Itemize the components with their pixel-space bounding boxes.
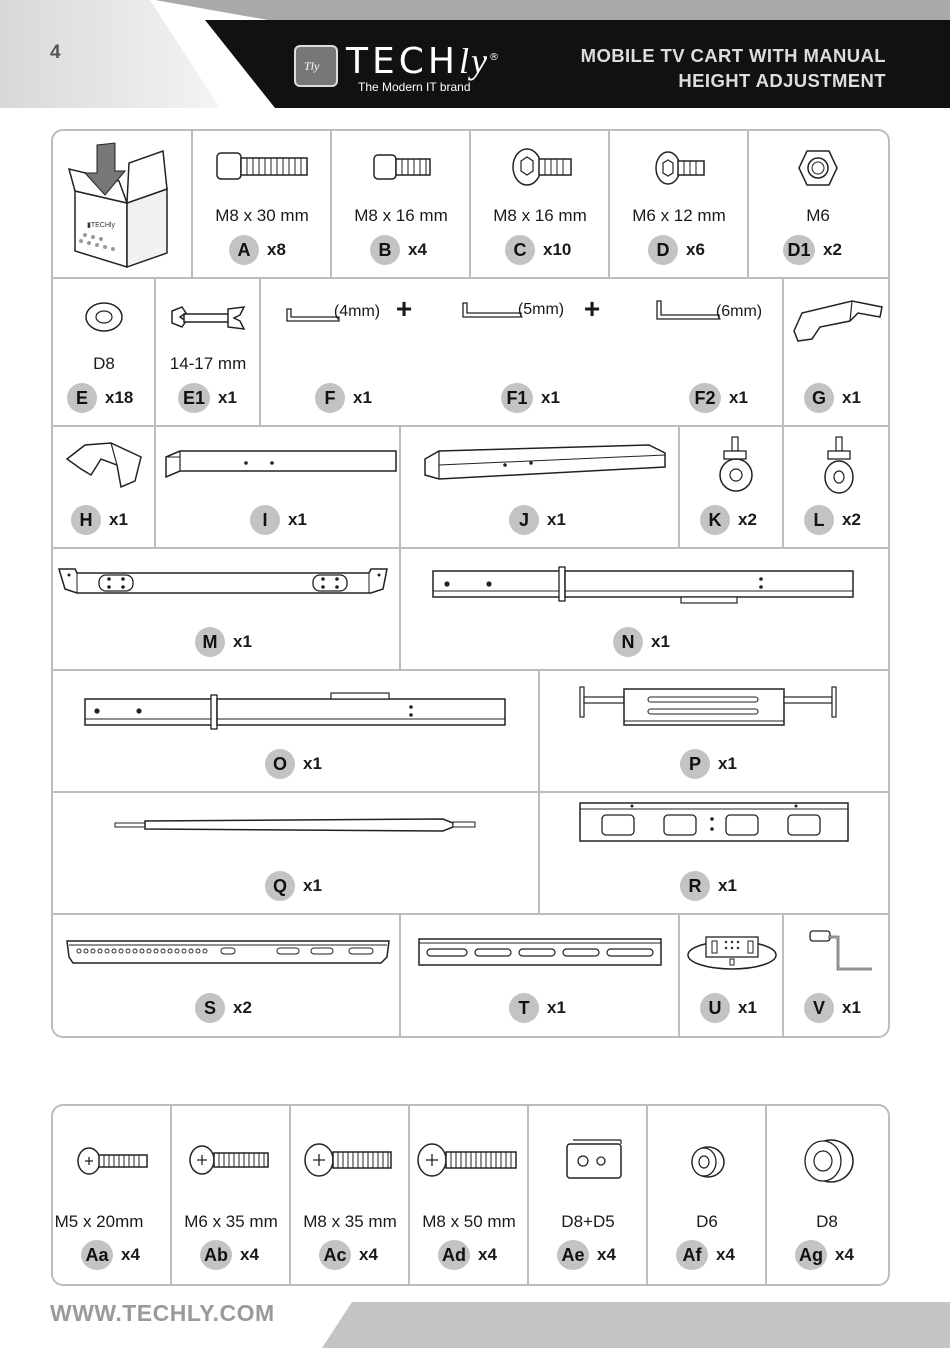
telescopic-bar-icon: [431, 565, 857, 611]
part-cell-R: [540, 793, 888, 913]
part-quantity: x1: [718, 754, 737, 773]
spacer-plate-icon: [563, 1136, 625, 1182]
part-label-Ab: [200, 1240, 259, 1270]
part-code-badge: F1: [501, 383, 533, 413]
part-quantity: x4: [408, 240, 427, 259]
part-quantity: x2: [842, 510, 861, 529]
part-spec: M5 x 20mm: [54, 1212, 144, 1231]
hex-key-icon: [651, 297, 721, 327]
part-cell-Ag: [767, 1106, 888, 1284]
part-cell-H: [53, 427, 156, 547]
part-label-Ad: [438, 1240, 497, 1270]
mounting-plate-icon: [578, 799, 852, 849]
part-code-badge: I: [250, 505, 280, 535]
base-bar-icon: [57, 563, 391, 603]
part-spec: D8+D5: [561, 1212, 615, 1231]
part-quantity: x18: [105, 388, 134, 407]
part-spec: M8 x 50 mm: [422, 1212, 516, 1231]
techly-logo: [294, 38, 564, 100]
part-spec: D8: [816, 1212, 838, 1231]
part-code-badge: Ad: [438, 1240, 470, 1270]
spacer-ring-icon: [686, 1144, 728, 1180]
parts-row-1: [53, 131, 888, 279]
part-cell-D1: [749, 131, 888, 277]
threaded-rod-icon: [113, 813, 479, 837]
part-cell-P: [540, 671, 888, 791]
part-code-badge: Ac: [319, 1240, 351, 1270]
part-cell-Aa: [53, 1106, 172, 1284]
part-label-Af: [676, 1240, 735, 1270]
document-title-line-2: HEIGHT ADJUSTMENT: [678, 70, 886, 91]
part-cell-I: [156, 427, 401, 547]
button-head-screw-icon: [511, 145, 575, 189]
part-label-O: [265, 749, 322, 779]
part-quantity: x4: [359, 1245, 378, 1264]
part-code-badge: K: [700, 505, 730, 535]
part-code-badge: Aa: [81, 1240, 113, 1270]
hex-key-icon: [281, 301, 341, 327]
part-quantity: x4: [716, 1245, 735, 1264]
part-quantity: x4: [121, 1245, 140, 1264]
part-quantity: x1: [541, 388, 560, 407]
square-tube-icon: [160, 445, 398, 485]
part-cell-B: [332, 131, 471, 277]
part-cell-S: [53, 915, 401, 1036]
part-cell-O: [53, 671, 540, 791]
part-cell-D: [610, 131, 749, 277]
part-code-badge: B: [370, 235, 400, 265]
part-label-L: [804, 505, 861, 535]
part-cell-V: [784, 915, 888, 1036]
plus-sign: +: [583, 293, 601, 324]
part-cell-U: [680, 915, 784, 1036]
parts-row-2: [53, 279, 888, 427]
button-head-screw-icon: [654, 149, 708, 187]
part-label-Ae: [557, 1240, 616, 1270]
part-spec: M8 x 16 mm: [354, 206, 448, 225]
part-code-badge: Af: [676, 1240, 708, 1270]
plus-sign: +: [395, 293, 413, 324]
part-cell-F-group: [261, 279, 784, 425]
part-code-badge: G: [804, 383, 834, 413]
part-code-badge: S: [195, 993, 225, 1023]
telescopic-bar-icon: [83, 689, 509, 733]
part-cell-M: [53, 549, 401, 669]
part-code-badge: F: [315, 383, 345, 413]
logo-wordmark: TECHly®: [346, 41, 503, 82]
part-label-P: [680, 749, 737, 779]
part-quantity: x1: [303, 754, 322, 773]
part-cell-A: [193, 131, 332, 277]
hex-nut-icon: [797, 147, 839, 189]
logo-tagline: The Modern IT brand: [358, 80, 471, 94]
part-code-badge: F2: [689, 383, 721, 413]
crank-housing-icon: [684, 929, 780, 979]
part-cell-J: [401, 427, 680, 547]
part-code-badge: P: [680, 749, 710, 779]
cable-cover-cap-icon: [790, 295, 884, 343]
part-quantity: x1: [233, 632, 252, 651]
part-code-badge: D1: [783, 235, 815, 265]
part-quantity: x4: [597, 1245, 616, 1264]
part-cell-E: [53, 279, 156, 425]
part-spec: 14-17 mm: [169, 354, 247, 373]
part-cell-L: [784, 427, 888, 547]
part-code-badge: A: [229, 235, 259, 265]
parts-row-6: [53, 793, 888, 915]
parts-row-4: [53, 549, 888, 671]
part-label-T: [509, 993, 566, 1023]
bolt-icon: [213, 149, 313, 185]
hand-crank-icon: [806, 925, 876, 979]
part-code-badge: Ab: [200, 1240, 232, 1270]
cable-cover-cap-icon: [63, 437, 145, 491]
part-label-B: [370, 235, 427, 265]
vesa-arm-icon: [65, 935, 391, 969]
part-code-badge: E: [67, 383, 97, 413]
part-spec: D6: [696, 1212, 718, 1231]
part-code-badge: D: [648, 235, 678, 265]
part-code-badge: N: [613, 627, 643, 657]
part-cell-K: [680, 427, 784, 547]
footer-website-url[interactable]: WWW.TECHLY.COM: [50, 1300, 275, 1326]
part-label-G: [804, 383, 861, 413]
part-label-M: [195, 627, 252, 657]
pan-head-screw-icon: [75, 1144, 151, 1178]
part-cell-E1: [156, 279, 261, 425]
part-spec: M6 x 12 mm: [632, 206, 726, 225]
svg-text:▮TECHly: ▮TECHly: [87, 222, 115, 229]
pan-head-screw-icon: [303, 1140, 395, 1180]
parts-row-3: [53, 427, 888, 549]
part-label-Ac: [319, 1240, 378, 1270]
part-label-D1: [783, 235, 842, 265]
part-cell-Ac: [291, 1106, 410, 1284]
part-quantity: x4: [478, 1245, 497, 1264]
part-quantity: x1: [651, 632, 670, 651]
part-code-badge: T: [509, 993, 539, 1023]
part-quantity: x2: [738, 510, 757, 529]
part-code-badge: M: [195, 627, 225, 657]
part-cell-Q: [53, 793, 540, 913]
part-quantity: x2: [233, 998, 252, 1017]
part-quantity: x8: [267, 240, 286, 259]
box-cell: [53, 131, 193, 277]
part-label-U: [700, 993, 757, 1023]
part-label-E1: [178, 383, 237, 413]
part-code-badge: O: [265, 749, 295, 779]
part-code-badge: H: [71, 505, 101, 535]
part-label-F2: [689, 383, 748, 413]
part-label-D: [648, 235, 705, 265]
part-label-E: [67, 383, 133, 413]
part-quantity: x1: [303, 876, 322, 895]
part-quantity: x1: [842, 388, 861, 407]
part-code-badge: U: [700, 993, 730, 1023]
part-code-badge: E1: [178, 383, 210, 413]
part-code-badge: Q: [265, 871, 295, 901]
square-tube-icon: [419, 441, 673, 485]
part-cell-Ad: [410, 1106, 529, 1284]
hardware-row: [53, 1106, 888, 1284]
part-code-badge: J: [509, 505, 539, 535]
part-quantity: x2: [823, 240, 842, 259]
part-label-C: [505, 235, 571, 265]
spacer-ring-icon: [799, 1136, 857, 1186]
wrench-icon: [168, 303, 248, 333]
part-spec: M8 x 35 mm: [303, 1212, 397, 1231]
part-code-badge: R: [680, 871, 710, 901]
part-label-S: [195, 993, 252, 1023]
part-quantity: x1: [218, 388, 237, 407]
part-cell-Af: [648, 1106, 767, 1284]
part-cell-C: [471, 131, 610, 277]
bolt-icon: [370, 151, 436, 185]
hex-key-icon: [457, 297, 523, 323]
pan-head-screw-icon: [188, 1142, 272, 1178]
part-cell-Ae: [529, 1106, 648, 1284]
part-quantity: x4: [835, 1245, 854, 1264]
part-quantity: x1: [547, 510, 566, 529]
part-label-K: [700, 505, 757, 535]
hardware-grid: [51, 1104, 890, 1286]
part-code-badge: C: [505, 235, 535, 265]
part-quantity: x1: [547, 998, 566, 1017]
part-cell-N: [401, 549, 888, 669]
part-cell-T: [401, 915, 680, 1036]
part-label-N: [613, 627, 670, 657]
part-label-Aa: [81, 1240, 140, 1270]
part-spec: D8: [93, 354, 115, 373]
part-code-badge: Ag: [795, 1240, 827, 1270]
part-label-F: [315, 383, 372, 413]
part-quantity: x1: [842, 998, 861, 1017]
part-quantity: x1: [738, 998, 757, 1017]
hex-key-size: (6mm): [715, 303, 763, 320]
hex-key-size: (5mm): [517, 301, 565, 318]
part-quantity: x6: [686, 240, 705, 259]
part-quantity: x1: [109, 510, 128, 529]
part-label-R: [680, 871, 737, 901]
part-cell-G: [784, 279, 888, 425]
part-spec: M8 x 30 mm: [215, 206, 309, 225]
tv-bracket-frame-icon: [578, 681, 842, 735]
part-spec: M8 x 16 mm: [493, 206, 587, 225]
part-label-J: [509, 505, 566, 535]
part-label-H: [71, 505, 128, 535]
part-label-I: [250, 505, 307, 535]
logo-mark-icon: Tly: [294, 45, 338, 87]
part-code-badge: Ae: [557, 1240, 589, 1270]
caster-wheel-icon: [818, 435, 860, 497]
parts-row-7: [53, 915, 888, 1036]
part-quantity: x1: [718, 876, 737, 895]
part-label-A: [229, 235, 286, 265]
part-quantity: x4: [240, 1245, 259, 1264]
part-spec: M6 x 35 mm: [184, 1212, 278, 1231]
part-code-badge: L: [804, 505, 834, 535]
page-number: 4: [50, 42, 61, 63]
part-quantity: x10: [543, 240, 572, 259]
caster-wheel-icon: [712, 435, 758, 495]
washer-icon: [83, 299, 125, 335]
part-label-F1: [501, 383, 560, 413]
document-title-line-1: MOBILE TV CART WITH MANUAL: [580, 45, 886, 66]
part-quantity: x1: [353, 388, 372, 407]
slotted-rail-icon: [417, 933, 665, 971]
parts-grid: [51, 129, 890, 1038]
part-cell-Ab: [172, 1106, 291, 1284]
part-quantity: x1: [729, 388, 748, 407]
part-label-V: [804, 993, 861, 1023]
parts-row-5: [53, 671, 888, 793]
hex-key-size: (4mm): [333, 303, 381, 320]
pan-head-screw-icon: [416, 1140, 520, 1180]
part-quantity: x1: [288, 510, 307, 529]
part-label-Ag: [795, 1240, 854, 1270]
part-code-badge: V: [804, 993, 834, 1023]
part-spec: M6: [806, 206, 830, 225]
packaging-box-icon: [67, 141, 179, 269]
part-label-Q: [265, 871, 322, 901]
